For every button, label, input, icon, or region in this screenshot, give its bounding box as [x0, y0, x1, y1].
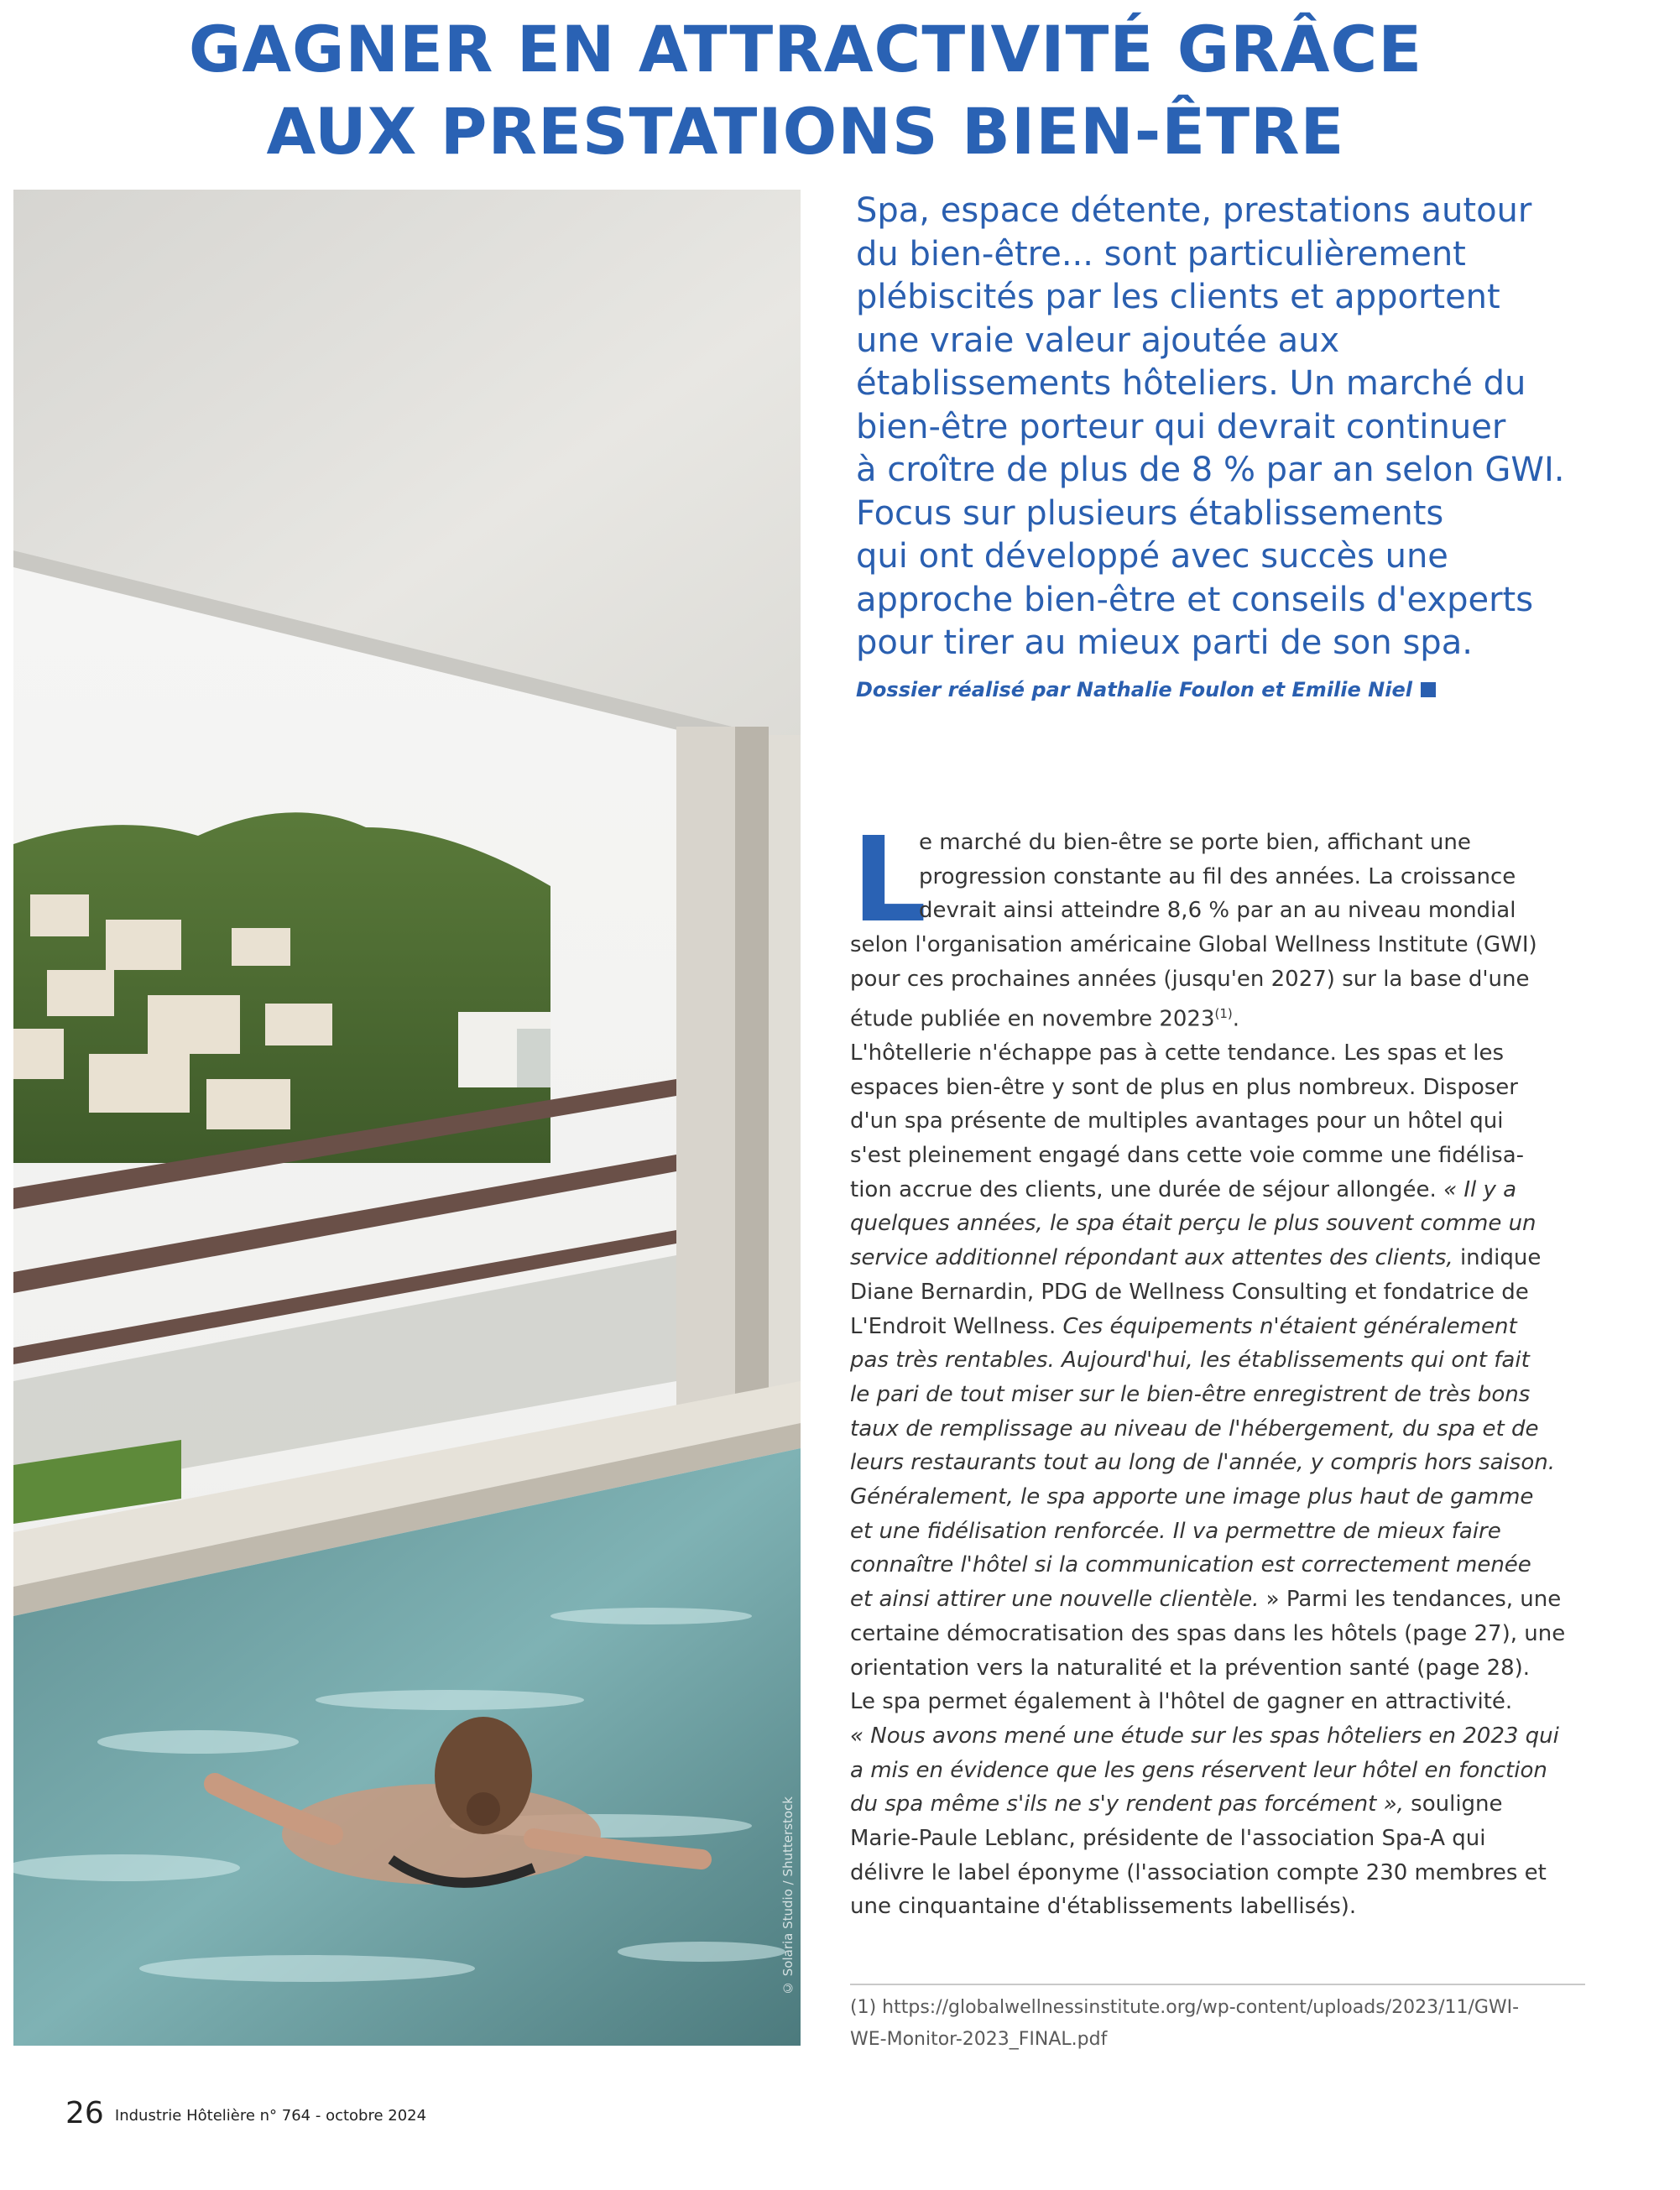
- body-text-run: indique: [1459, 1245, 1542, 1271]
- body-line: Marie-Paule Leblanc, présidente de l'association Spa-A qui: [850, 1826, 1486, 1852]
- footnote: [850, 1992, 1589, 2056]
- title-line-2: AUX PRESTATIONS BIEN-ÊTRE: [266, 94, 1345, 169]
- quote-run: et ainsi attirer une nouvelle clientèle.: [850, 1587, 1260, 1613]
- body-line: leurs restaurants tout au long de l'année, y compris hors saison.: [850, 1450, 1555, 1476]
- byline-text: Dossier réalisé par Nathalie Foulon et Emilie Niel: [856, 678, 1412, 701]
- lead-line: bien-être porteur qui devrait continuer: [856, 407, 1506, 446]
- body-line: pas très rentables. Aujourd'hui, les établissements qui ont fait: [850, 1348, 1530, 1374]
- body-line: espaces bien-être y sont de plus en plus nombreux. Disposer: [850, 1074, 1518, 1100]
- byline: [856, 678, 1645, 701]
- page-footer: [65, 2096, 426, 2130]
- footnote-divider: [850, 1984, 1585, 1985]
- spa-pool-photo: [13, 190, 801, 2046]
- body-line: devrait ainsi atteindre 8,6 % par an au niveau mondial: [919, 898, 1516, 924]
- body-line: [850, 1583, 1589, 1617]
- lead-line: à croître de plus de 8 % par an selon GWI.: [856, 451, 1565, 489]
- title-line-1: GAGNER EN ATTRACTIVITÉ GRÂCE: [188, 12, 1423, 86]
- body-text-run: » Parmi les tendances, une: [1265, 1587, 1562, 1613]
- body-line: « Nous avons mené une étude sur les spas hôteliers en 2023 qui: [850, 1723, 1559, 1749]
- quote-run: service additionnel répondant aux attentes des clients,: [850, 1245, 1453, 1271]
- quote-run: du spa même s'ils ne s'y rendent pas forcément »,: [850, 1791, 1404, 1817]
- body-line: le pari de tout miser sur le bien-être enregistrent de très bons: [850, 1381, 1531, 1407]
- body-line: e marché du bien-être se porte bien, affichant une: [919, 830, 1471, 855]
- article-body: [850, 812, 1589, 1924]
- lead-line: du bien-être... sont particulièrement: [856, 234, 1466, 274]
- body-line: L'hôtellerie n'échappe pas à cette tendance. Les spas et les: [850, 1040, 1505, 1066]
- body-line: pour ces prochaines années (jusqu'en 2027) sur la base d'une: [850, 966, 1530, 992]
- lead-line: pour tirer au mieux parti de son spa.: [856, 623, 1473, 662]
- lead-line: établissements hôteliers. Un marché du: [856, 364, 1526, 403]
- body-line: selon l'organisation américaine Global Wellness Institute (GWI): [850, 932, 1537, 958]
- body-line: et une fidélisation renforcée. Il va permettre de mieux faire: [850, 1518, 1501, 1544]
- quote-run: « Il y a: [1443, 1176, 1517, 1202]
- body-line: [850, 1310, 1589, 1344]
- body-text-run: L'Endroit Wellness.: [850, 1313, 1057, 1339]
- body-line: orientation vers la naturalité et la prévention santé (page 28).: [850, 1655, 1531, 1681]
- body-line: délivre le label éponyme (l'association compte 230 membres et: [850, 1859, 1547, 1885]
- lead-line: qui ont développé avec succès une: [856, 537, 1448, 576]
- publication-info: Industrie Hôtelière n° 764 - octobre 2024: [114, 2107, 427, 2125]
- body-line: taux de remplissage au niveau de l'hébergement, du spa et de: [850, 1416, 1539, 1442]
- lead-line: plébiscités par les clients et apportent: [856, 278, 1500, 316]
- body-line: a mis en évidence que les gens réservent leur hôtel en fonction: [850, 1757, 1547, 1783]
- lead-line: Focus sur plusieurs établissements: [856, 493, 1444, 533]
- lead-line: Spa, espace détente, prestations autour: [856, 191, 1532, 230]
- body-line: [850, 1173, 1589, 1207]
- body-line: [850, 1241, 1589, 1275]
- footnote-ref: (1): [1214, 1005, 1233, 1021]
- body-line: étude publiée en novembre 2023$^{(1)}$.: [850, 1005, 1240, 1032]
- drop-cap: L: [852, 812, 927, 949]
- body-line: [850, 1787, 1589, 1822]
- quote-run: Ces équipements n'étaient généralement: [1062, 1313, 1517, 1339]
- footnote-line: WE-Monitor-2023_FINAL.pdf: [850, 2029, 1108, 2050]
- body-text-run: tion accrue des clients, une durée de séjour allongée.: [850, 1176, 1437, 1202]
- body-line: Généralement, le spa apporte une image plus haut de gamme: [850, 1484, 1534, 1510]
- body-line: s'est pleinement engagé dans cette voie comme une fidélisa-: [850, 1142, 1525, 1168]
- page-number: 26: [65, 2096, 104, 2130]
- article-title: [50, 8, 1561, 173]
- body-line: Le spa permet également à l'hôtel de gagner en attractivité.: [850, 1689, 1513, 1715]
- body-line: certaine démocratisation des spas dans les hôtels (page 27), une: [850, 1620, 1566, 1646]
- end-mark-square: [1421, 682, 1436, 697]
- photo-credit: © Solaria Studio / Shutterstock: [780, 1796, 796, 1995]
- body-line: d'un spa présente de multiples avantages pour un hôtel qui: [850, 1108, 1504, 1134]
- footnote-line: (1) https://globalwellnessinstitute.org/wp-content/uploads/2023/11/GWI-: [850, 1997, 1520, 2018]
- body-text-run: étude publiée en novembre 2023: [850, 1006, 1215, 1032]
- body-line: une cinquantaine d'établissements labellisés).: [850, 1894, 1357, 1920]
- body-line: Diane Bernardin, PDG de Wellness Consulting et fondatrice de: [850, 1279, 1529, 1305]
- lead-line: approche bien-être et conseils d'experts: [856, 580, 1534, 619]
- lead-paragraph: [856, 190, 1645, 665]
- body-line: progression constante au fil des années. La croissance: [919, 863, 1516, 889]
- body-line: quelques années, le spa était perçu le plus souvent comme un: [850, 1211, 1537, 1237]
- body-line: connaître l'hôtel si la communication est correctement menée: [850, 1552, 1531, 1578]
- lead-line: une vraie valeur ajoutée aux: [856, 321, 1340, 360]
- body-text-run: souligne: [1411, 1791, 1503, 1817]
